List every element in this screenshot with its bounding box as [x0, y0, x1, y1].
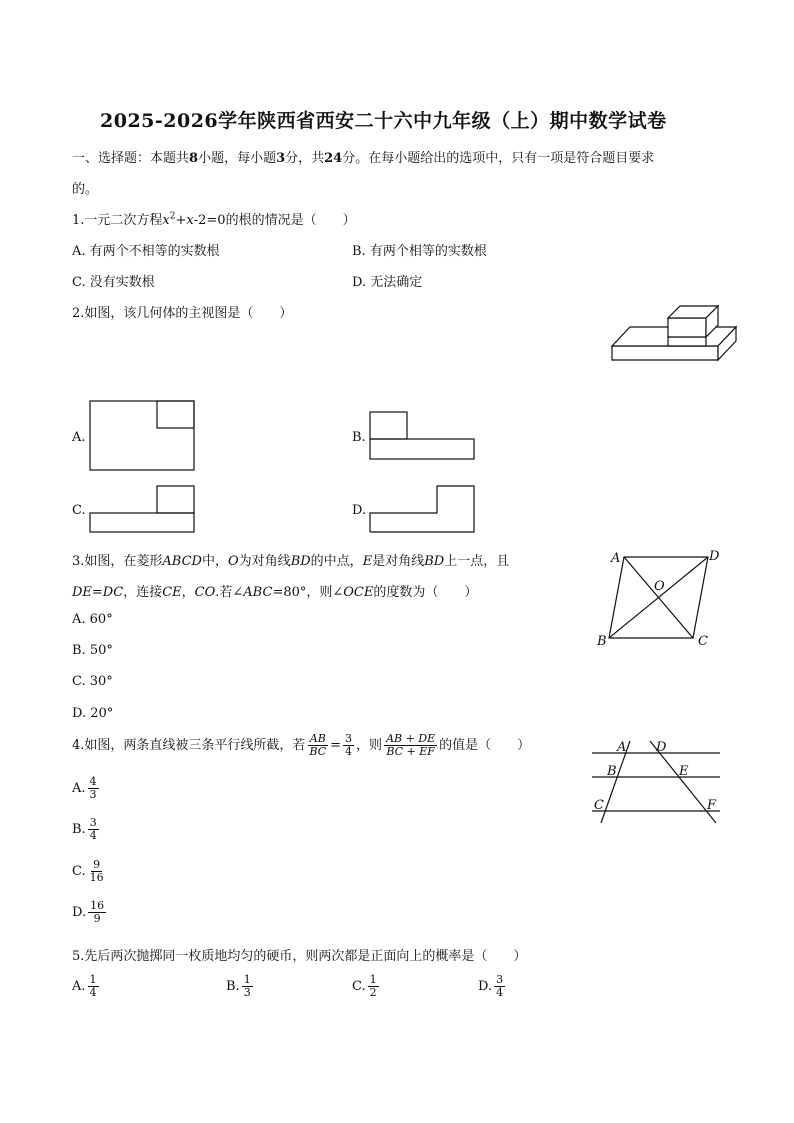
q3-label-b: B [597, 634, 607, 649]
q3-option-a[interactable]: A. 60° [72, 612, 113, 627]
question-4-stem: 4.如图，两条直线被三条平行线所截，若 $\frac{AB}{BC}$ = $\frac{3}{4}$ ，则 $\frac{AB + DE}{BC + EF}$ 的值是（ ） [72, 732, 531, 758]
page-title: 2025-2026学年陕西省西安二十六中九年级（上）期中数学试卷 [100, 110, 667, 132]
q1-option-b[interactable]: B. 有两个相等的实数根 [352, 244, 487, 259]
q4-option-b[interactable]: B. $\frac{3}{4}$ [72, 816, 97, 842]
q3-option-c[interactable]: C. 30° [72, 674, 113, 689]
q4-label-a: A [617, 740, 627, 755]
section-header-line2: 的。 [72, 182, 99, 197]
q4-label-d: D [656, 740, 667, 755]
q2-option-b-label[interactable]: B. [352, 430, 366, 445]
q4-option-c[interactable]: C. $\frac{9}{16}$ [72, 858, 104, 884]
question-3-stem-line2: DE=DC，连接CE，CO.若∠ABC=80°，则∠OCE的度数为（ ） [72, 585, 478, 600]
q4-label-f: F [707, 798, 717, 813]
question-3-stem-line1: 3.如图，在菱形ABCD中，O为对角线BD的中点，E是对角线BD上一点，且 [72, 554, 510, 569]
q3-label-c: C [698, 634, 708, 649]
section-header: 一、选择题：本题共8小题，每小题3分，共24分。在每小题给出的选项中，只有一项是符合题目要求 [72, 151, 655, 166]
q4-label-c: C [594, 798, 604, 813]
q2-option-a-label[interactable]: A. [72, 430, 86, 445]
q5-option-d[interactable]: D. $\frac{3}{4}$ [478, 973, 504, 999]
q3-label-d: D [709, 549, 720, 564]
q3-option-b[interactable]: B. 50° [72, 643, 113, 658]
q3-label-o: O [654, 579, 665, 594]
q2-option-d-label[interactable]: D. [352, 503, 367, 518]
q5-option-a[interactable]: A. $\frac{1}{4}$ [72, 973, 97, 999]
question-1-stem: 1.一元二次方程$x^2+x-2=0$的根的情况是（ ） [72, 211, 356, 228]
question-2-stem: 2.如图，该几何体的主视图是（ ） [72, 306, 293, 321]
q1-option-d[interactable]: D. 无法确定 [352, 275, 423, 290]
question-5-stem: 5.先后两次抛掷同一枚质地均匀的硬币，则两次都是正面向上的概率是（ ） [72, 949, 527, 964]
q4-label-e: E [679, 764, 689, 779]
q5-option-c[interactable]: C. $\frac{1}{2}$ [352, 973, 377, 999]
q4-label-b: B [607, 764, 617, 779]
q1-option-c[interactable]: C. 没有实数根 [72, 275, 155, 290]
q1-option-a[interactable]: A. 有两个不相等的实数根 [72, 244, 220, 259]
q4-option-a[interactable]: A. $\frac{4}{3}$ [72, 775, 97, 801]
q3-label-a: A [611, 551, 621, 566]
q4-option-d[interactable]: D. $\frac{16}{9}$ [72, 899, 105, 925]
q3-option-d[interactable]: D. 20° [72, 706, 114, 721]
q2-option-c-label[interactable]: C. [72, 503, 86, 518]
q5-option-b[interactable]: B. $\frac{1}{3}$ [226, 973, 251, 999]
